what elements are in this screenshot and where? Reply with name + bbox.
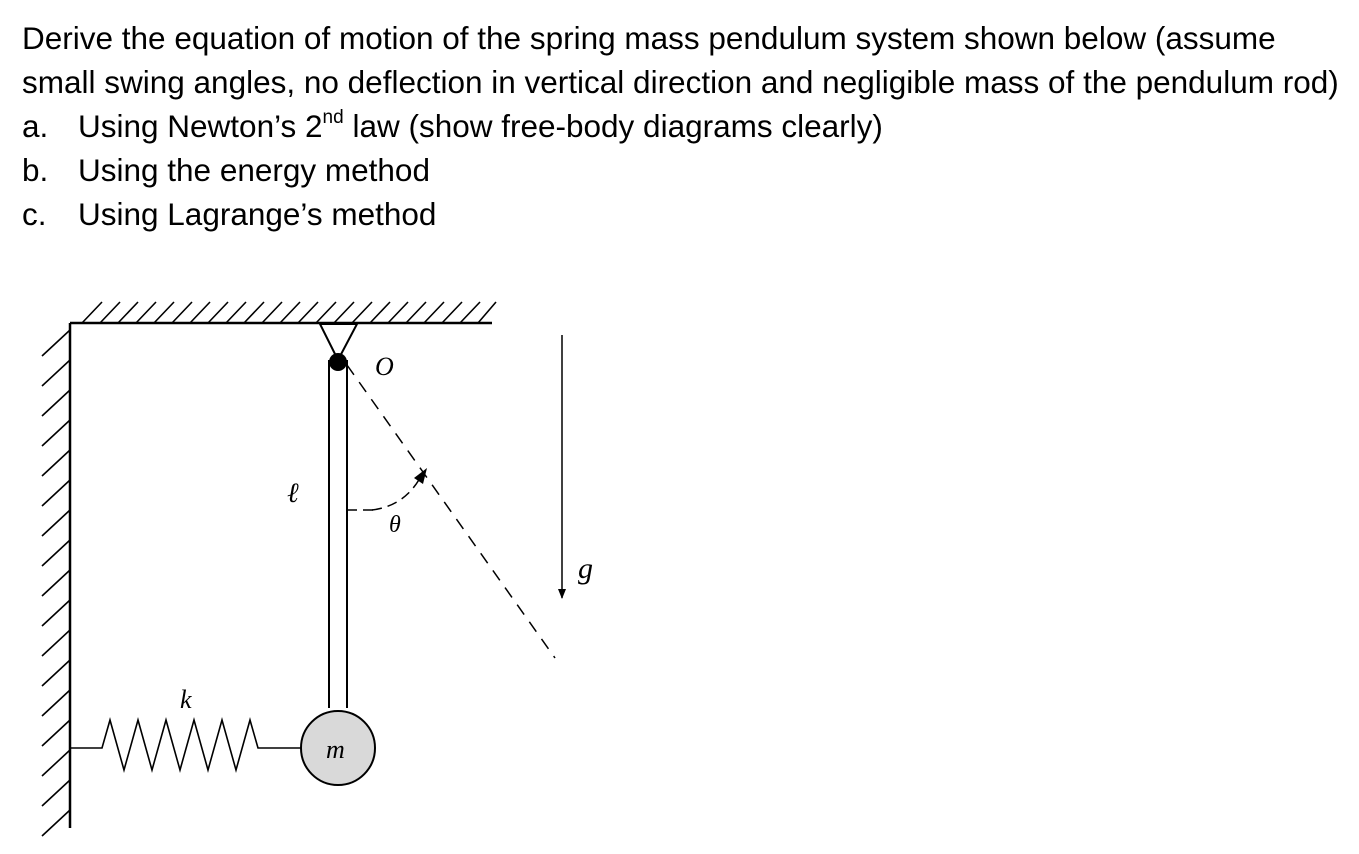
length-label: ℓ (287, 478, 299, 509)
pendulum-diagram (0, 280, 640, 854)
item-a-text-end: law (show free-body diagrams clearly) (343, 108, 883, 144)
pendulum-rod (329, 360, 347, 708)
problem-intro: Derive the equation of motion of the spring mass pendulum system shown below (assume small swing angles, no deflection in vertical direction and negligible mass of the pendulum rod) (22, 20, 1339, 100)
wall (42, 323, 70, 836)
item-c-text: Using Lagrange’s method (78, 196, 437, 232)
problem-statement (22, 16, 1352, 236)
item-a (22, 104, 1352, 148)
pendulum-figure (0, 280, 640, 854)
item-c-letter: c. (22, 196, 47, 232)
item-b (22, 148, 1352, 192)
item-b-letter: b. (22, 152, 49, 188)
mass-label: m (326, 735, 345, 764)
pivot-pin (329, 353, 347, 371)
spring-label: k (180, 685, 192, 714)
spring (70, 720, 306, 770)
angle-label: θ (389, 512, 401, 538)
item-a-text-start: Using Newton’s 2 (78, 108, 323, 144)
item-b-text: Using the energy method (78, 152, 430, 188)
item-a-superscript: nd (322, 107, 344, 128)
angle-arc (372, 478, 420, 510)
ceiling (70, 302, 496, 323)
pivot-label: O (375, 352, 394, 381)
gravity-label: g (578, 552, 593, 585)
displaced-rod-dashed (347, 365, 555, 658)
wall-hatching (42, 330, 70, 836)
ceiling-hatching (82, 302, 496, 323)
item-a-letter: a. (22, 108, 49, 144)
item-c (22, 192, 1352, 236)
